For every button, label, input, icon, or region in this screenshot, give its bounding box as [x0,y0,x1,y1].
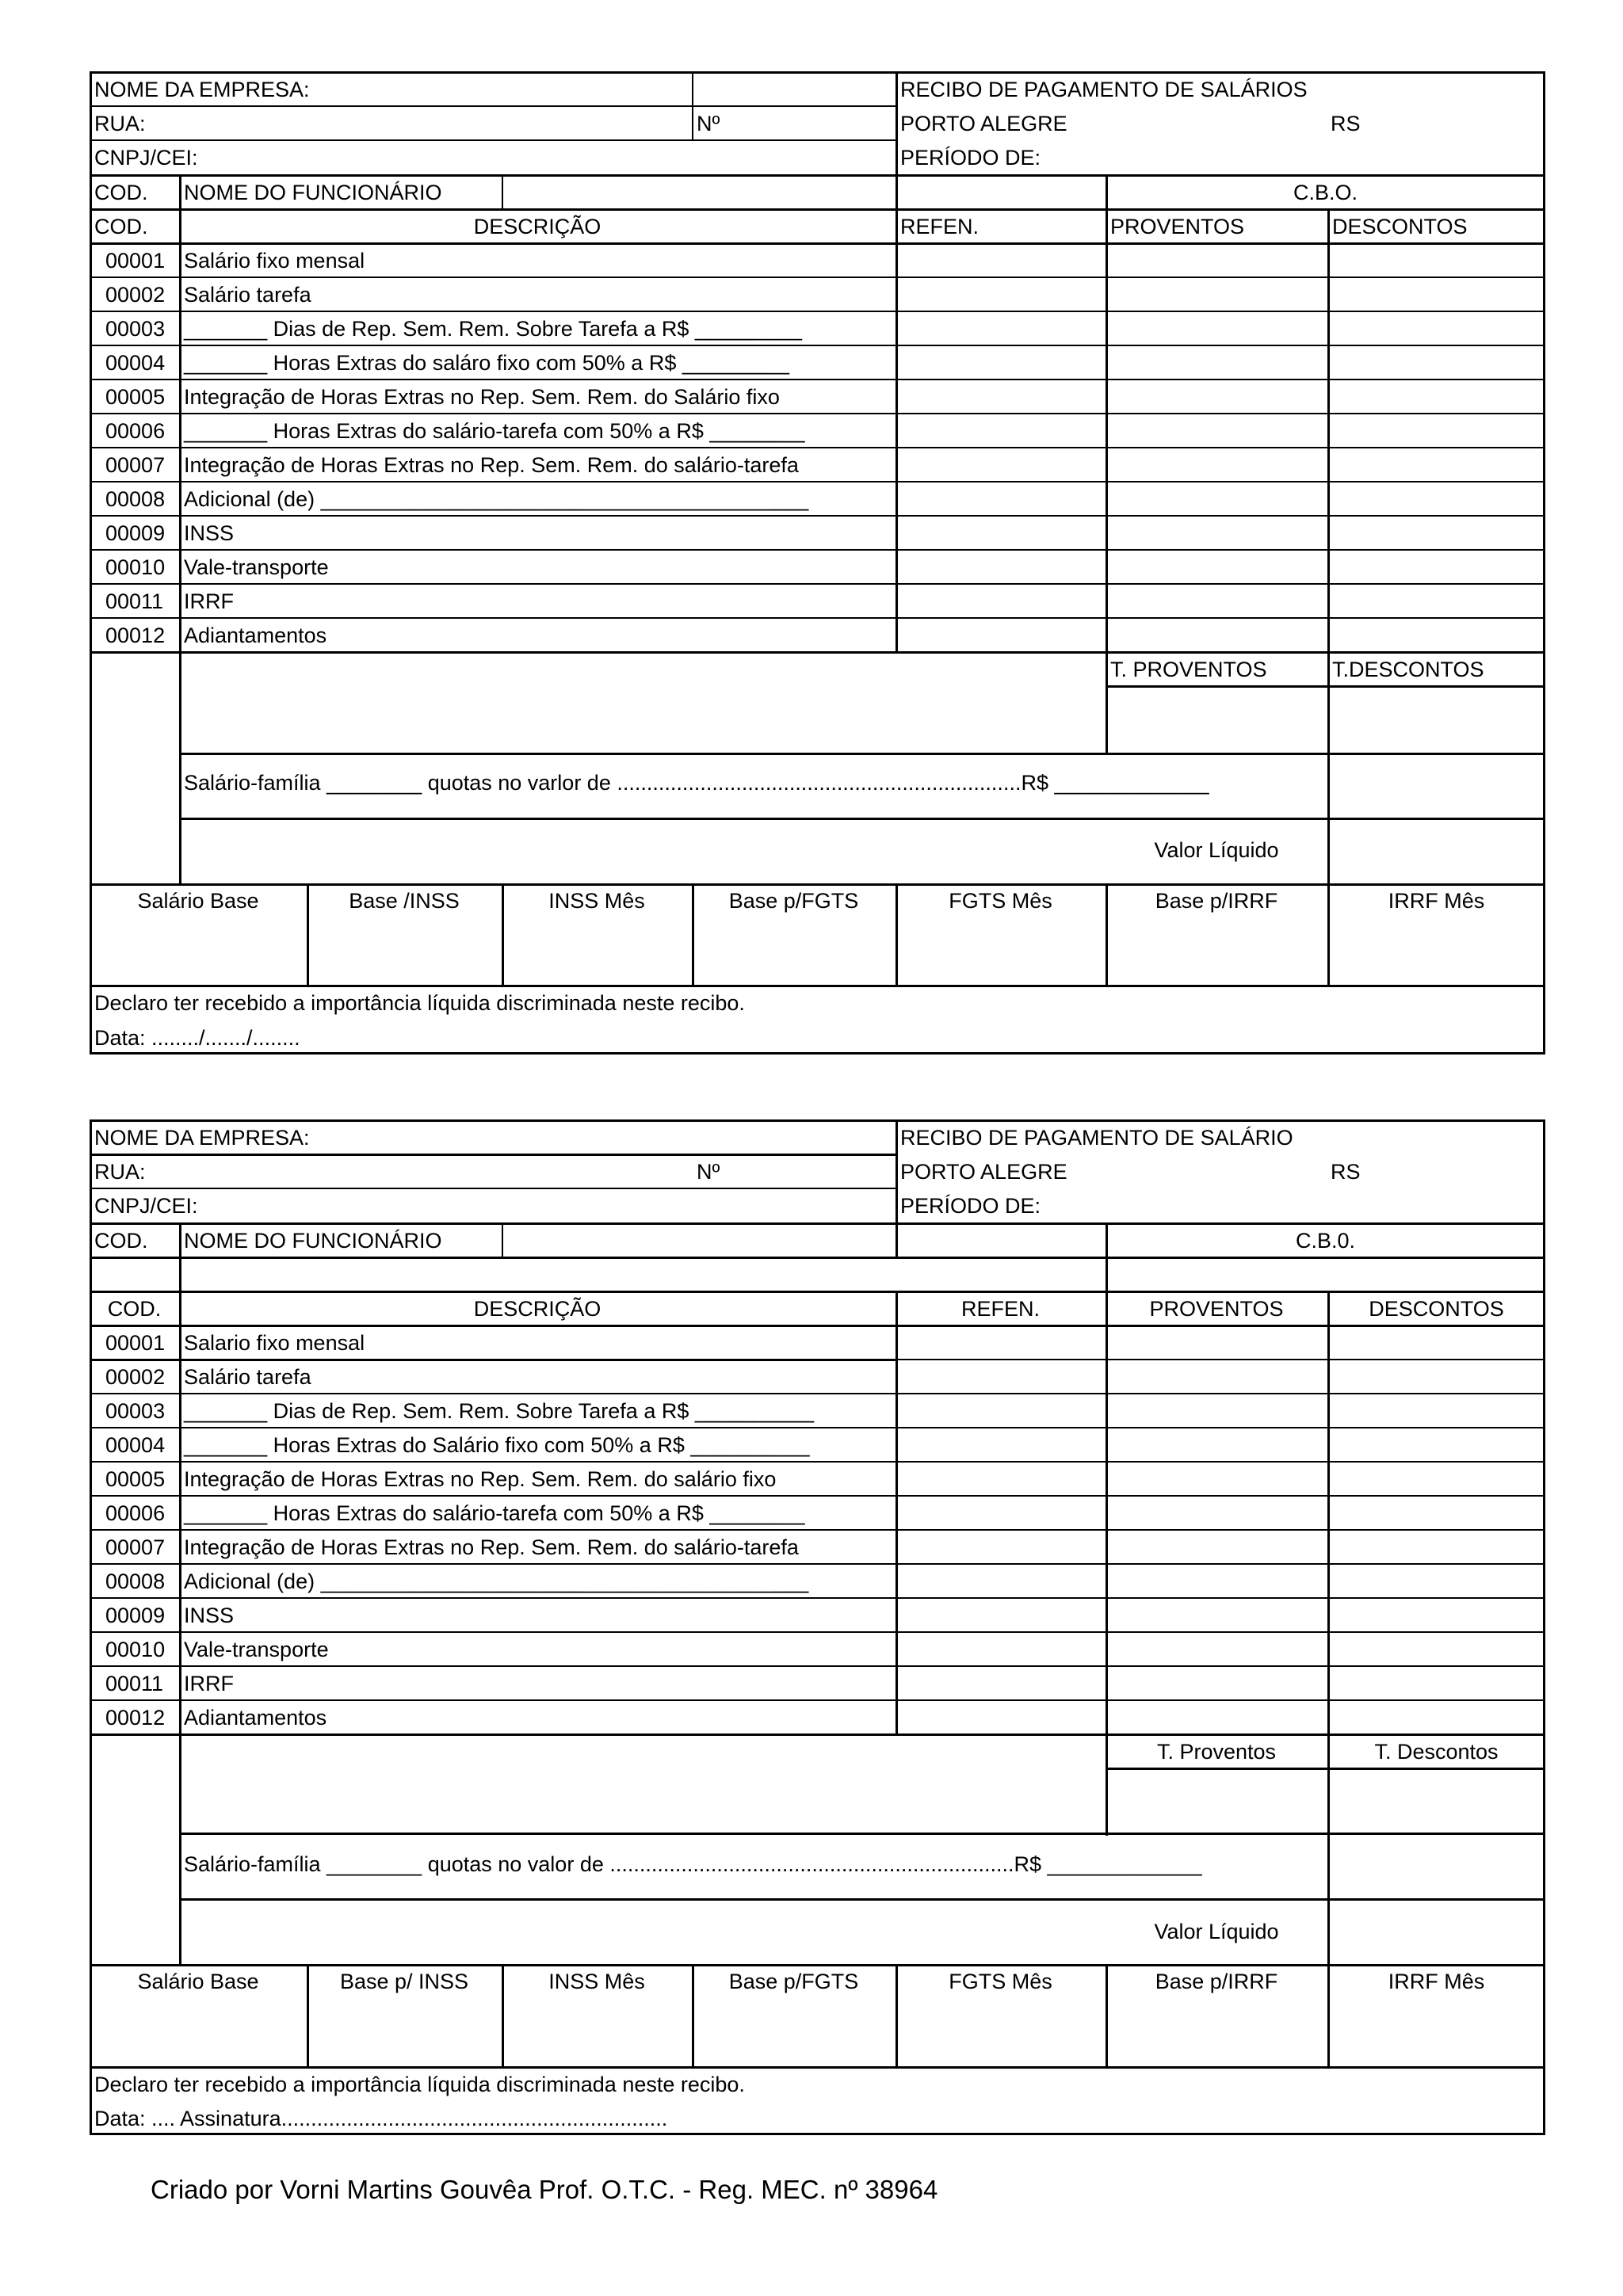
item-code: 00004 [105,1433,166,1457]
grid-line [90,1359,896,1361]
grid-line [896,71,898,651]
grid-line [502,174,503,208]
grid-line [692,71,693,139]
irrf-mes-label: IRRF Mês [1388,1970,1485,1993]
fgts-mes-label: FGTS Mês [949,889,1052,913]
grid-line [179,1222,181,1964]
receipt-title: RECIBO DE PAGAMENTO DE SALÁRIOS [900,78,1308,101]
item-code: 00009 [105,1604,166,1627]
declaration-text: Declaro ter recebido a importância líquida discriminada neste recibo. [94,991,745,1015]
base-irrf-label: Base p/IRRF [1155,1970,1278,1993]
valor-liquido-label: Valor Líquido [1154,1920,1279,1943]
grid-line [179,1833,1545,1835]
item-desc: _______ Horas Extras do Salário fixo com 50% a R$ __________ [184,1433,810,1457]
col-descontos: DESCONTOS [1369,1297,1504,1321]
item-code: 00007 [105,453,166,477]
item-code: 00001 [105,1331,166,1355]
funcionario-label: NOME DO FUNCIONÁRIO [184,181,442,204]
item-code: 00001 [105,249,166,273]
item-code: 00012 [105,624,166,647]
item-desc: Integração de Horas Extras no Rep. Sem. Rem. do salário-tarefa [184,1535,799,1559]
item-code: 00009 [105,521,166,545]
item-desc: Adicional (de) _________________________________________ [184,1569,809,1593]
date-line: Data: ......../......./........ [94,1026,300,1050]
base-salario-label: Salário Base [137,1970,259,1993]
cnpj-label: CNPJ/CEI: [94,1194,198,1218]
base-inss-label: Base /INSS [349,889,460,913]
grid-line [1327,1291,1330,1964]
grid-line [90,985,1545,987]
item-desc: Integração de Horas Extras no Rep. Sem. Rem. do Salário fixo [184,385,780,409]
grid-line [896,1222,898,1257]
t-proventos-label: T. PROVENTOS [1110,658,1267,681]
base-inss-label: Base p/ INSS [339,1970,469,1993]
item-desc: Vale-transporte [184,555,329,579]
declaration-text: Declaro ter recebido a importância líquida discriminada neste recibo. [94,2073,745,2096]
item-desc: IRRF [184,1672,234,1695]
item-code: 00010 [105,1638,166,1661]
grid-line [90,2066,1545,2069]
state-label: RS [1331,112,1361,135]
item-code: 00012 [105,1706,166,1730]
grid-line [90,139,896,141]
cod-label: COD. [94,1229,148,1253]
grid-line [90,174,1545,177]
item-code: 00003 [105,317,166,341]
item-code: 00011 [105,1672,164,1695]
col-cod: COD. [107,1297,162,1321]
grid-line [502,1222,503,1257]
numero-label: Nº [697,112,720,135]
cbo-label: C.B.0. [1295,1229,1356,1253]
item-desc: INSS [184,521,235,545]
cbo-label: C.B.O. [1293,181,1358,204]
grid-line [90,1222,1545,1225]
grid-line [90,105,896,107]
item-code: 00007 [105,1535,166,1559]
cod-label: COD. [94,181,148,204]
rua-label: RUA: [94,112,146,135]
item-code: 00011 [105,589,164,613]
base-fgts-label: Base p/FGTS [728,889,859,913]
item-code: 00005 [105,385,166,409]
grid-line [1106,174,1108,753]
col-descricao: DESCRIÇÃO [473,1297,601,1321]
item-desc: Integração de Horas Extras no Rep. Sem. Rem. do salário fixo [184,1467,777,1491]
receipt-2 [90,1119,1545,2135]
item-desc: INSS [184,1604,235,1627]
item-desc: Salario fixo mensal [184,1331,365,1355]
salario-familia-line: Salário-família ________ quotas no valor de ....................................................................R$ _____________ [184,1852,1202,1876]
author-credit: Criado por Vorni Martins Gouvêa Prof. O.T.C. - Reg. MEC. nº 38964 [151,2175,938,2204]
col-proventos: PROVENTOS [1110,215,1245,238]
item-desc: _______ Horas Extras do saláro fixo com 50% a R$ _________ [184,351,789,375]
item-code: 00008 [105,1569,166,1593]
item-desc: Adiantamentos [184,624,327,647]
item-desc: Adicional (de) _________________________________________ [184,487,809,511]
funcionario-label: NOME DO FUNCIONÁRIO [184,1229,442,1253]
item-code: 00008 [105,487,166,511]
item-desc: Adiantamentos [184,1706,327,1730]
item-code: 00002 [105,283,166,307]
grid-line [896,1291,898,1733]
receipt-1 [90,71,1545,1055]
item-desc: Vale-transporte [184,1638,329,1661]
grid-line [896,1119,898,1222]
col-descricao: DESCRIÇÃO [473,215,601,238]
grid-line [1327,208,1330,883]
item-desc: Salário tarefa [184,283,311,307]
periodo-label: PERÍODO DE: [900,1194,1041,1218]
empresa-label: NOME DA EMPRESA: [94,1126,310,1150]
item-desc: _______ Dias de Rep. Sem. Rem. Sobre Tarefa a R$ _________ [184,317,803,341]
item-code: 00006 [105,419,166,443]
salario-familia-line: Salário-família ________ quotas no varlor de ....................................................................R$ _____________ [184,771,1209,795]
item-code: 00010 [105,555,166,579]
inss-mes-label: INSS Mês [548,889,645,913]
item-code: 00005 [105,1467,166,1491]
receipt-title: RECIBO DE PAGAMENTO DE SALÁRIO [900,1126,1293,1150]
numero-label: Nº [697,1160,720,1184]
item-desc: Integração de Horas Extras no Rep. Sem. Rem. do salário-tarefa [184,453,799,477]
grid-line [179,1898,1545,1901]
item-desc: _______ Horas Extras do salário-tarefa com 50% a R$ ________ [184,1501,805,1525]
col-refen: REFEN. [960,1297,1040,1321]
item-desc: _______ Dias de Rep. Sem. Rem. Sobre Tarefa a R$ __________ [184,1399,815,1423]
item-desc: IRRF [184,589,234,613]
col-cod: COD. [94,215,148,238]
grid-line [90,1188,896,1189]
state-label: RS [1331,1160,1361,1184]
grid-line [90,1154,896,1156]
grid-line [896,1359,1545,1360]
base-fgts-label: Base p/FGTS [728,1970,859,1993]
item-code: 00006 [105,1501,166,1525]
item-desc: Salário fixo mensal [184,249,365,273]
grid-line [1106,685,1545,688]
base-salario-label: Salário Base [137,889,259,913]
col-refen: REFEN. [900,215,980,238]
item-code: 00004 [105,351,166,375]
irrf-mes-label: IRRF Mês [1388,889,1485,913]
inss-mes-label: INSS Mês [548,1970,645,1993]
date-line: Data: .... Assinatura................................................................. [94,2107,668,2130]
grid-line [179,753,1545,755]
item-code: 00003 [105,1399,166,1423]
grid-line [179,174,181,883]
city-label: PORTO ALEGRE [900,112,1067,135]
fgts-mes-label: FGTS Mês [949,1970,1052,1993]
periodo-label: PERÍODO DE: [900,146,1041,170]
rua-label: RUA: [94,1160,146,1184]
t-descontos-label: T. Descontos [1374,1740,1499,1764]
city-label: PORTO ALEGRE [900,1160,1067,1184]
col-descontos: DESCONTOS [1332,215,1468,238]
item-desc: Salário tarefa [184,1365,311,1389]
t-proventos-label: T. Proventos [1156,1740,1277,1764]
item-desc: _______ Horas Extras do salário-tarefa com 50% a R$ ________ [184,419,805,443]
base-irrf-label: Base p/IRRF [1155,889,1278,913]
cnpj-label: CNPJ/CEI: [94,146,198,170]
item-code: 00002 [105,1365,166,1389]
empresa-label: NOME DA EMPRESA: [94,78,310,101]
t-descontos-label: T.DESCONTOS [1332,658,1484,681]
grid-line [179,818,1545,820]
valor-liquido-label: Valor Líquido [1154,838,1279,862]
col-proventos: PROVENTOS [1149,1297,1284,1321]
grid-line [1106,1768,1545,1770]
grid-line [90,1257,1545,1259]
